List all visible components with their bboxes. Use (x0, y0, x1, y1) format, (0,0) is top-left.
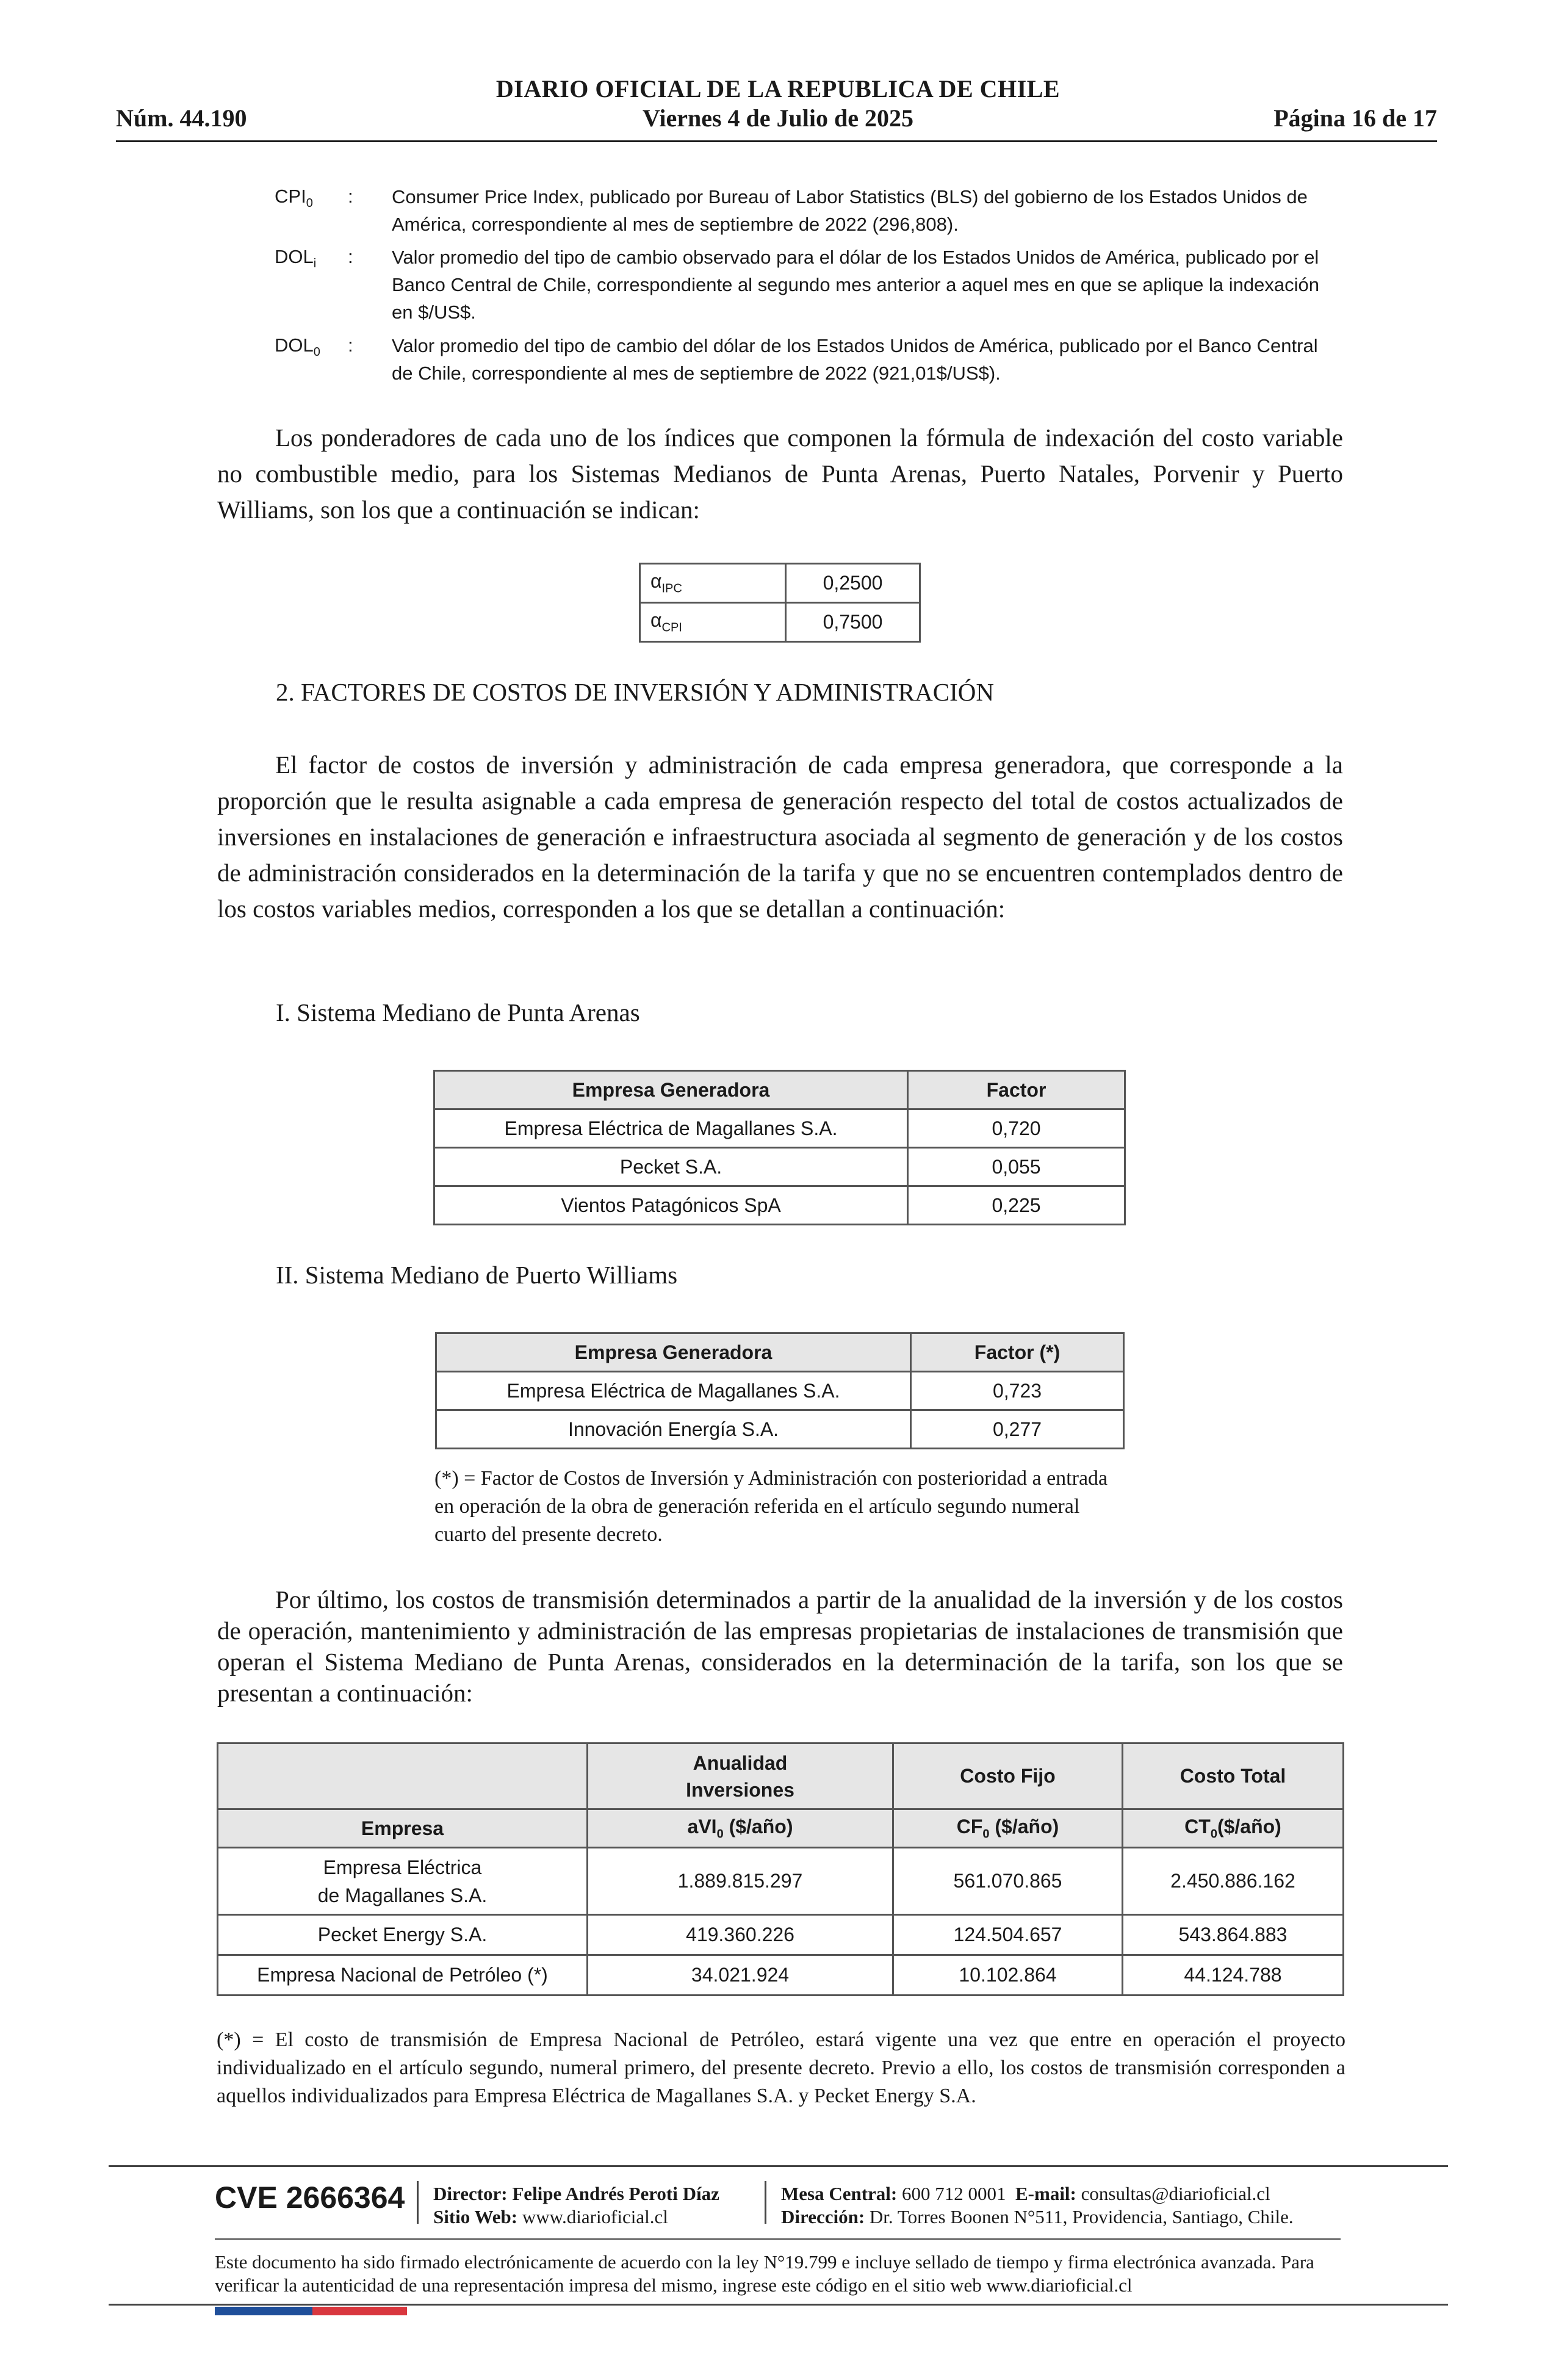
column-header: Costo Fijo (893, 1744, 1123, 1809)
footer-divider (417, 2181, 419, 2224)
table-row (218, 1955, 1344, 1996)
table-header-row (436, 1333, 1124, 1372)
company-cell: Empresa Nacional de Petróleo (*) (218, 1955, 588, 1996)
table-row (434, 1109, 1125, 1148)
column-header: $CF_0$ ($/año) (893, 1809, 1123, 1848)
empty-header-cell (218, 1744, 588, 1809)
puerto-williams-factor-table (435, 1332, 1125, 1449)
definition-colon: : (348, 246, 353, 267)
cve-code: CVE 2666364 (215, 2180, 405, 2215)
table-row (434, 1148, 1125, 1186)
table-row (434, 1186, 1125, 1225)
alpha-symbol-cell: $\alpha_{IPC}$ (640, 564, 786, 603)
table-row (436, 1410, 1124, 1449)
alpha-value-cell: 0,7500 (786, 603, 920, 642)
paragraph-factores: El factor de costos de inversión y administración de cada empresa generadora, que corresponde a la proporción que le resulta asignable a cada empresa de generación respecto del total de costos actualizados de inversiones en instalaciones de generación e infraestructura asociada al segmento de generación y de los costos de administración considerados en la determinación de la tarifa y que no se encuentren contemplados dentro de los costos variables medios, corresponden a los que se detallan a continuación: (217, 751, 1343, 923)
definition-symbol: $CPI_0$ (275, 186, 313, 211)
table-row (640, 564, 920, 603)
value-cell: 2.450.886.162 (1123, 1848, 1344, 1915)
flag-bar-blue (215, 2307, 312, 2315)
table-footnote: (*) = El costo de transmisión de Empresa Nacional de Petróleo, estará vigente una vez que entre en operación el proyecto individualizado en el artículo segundo, numeral primero, del presente decreto. Previo a ello, los costos de transmisión corresponden a aquellos individualizados para Empresa Eléctrica de Magallanes S.A. y Pecket Energy S.A. (217, 2028, 1345, 2107)
factor-cell: 0,723 (911, 1372, 1124, 1410)
paragraph-ponderadores: Los ponderadores de cada uno de los índices que componen la fórmula de indexación del costo variable no combustible medio, para los Sistemas Medianos de Punta Arenas, Puerto Natales, Porvenir y Puerto Williams, son los que a continuación se indican: (217, 424, 1343, 524)
table-row (218, 1915, 1344, 1955)
table-row (436, 1372, 1124, 1410)
page-number: Página 16 de 17 (1273, 104, 1437, 132)
table-row (218, 1848, 1344, 1915)
footer-director-block: Director: Felipe Andrés Peroti Díaz Sitio Web: www.diarioficial.cl (433, 2183, 719, 2227)
issue-date: Viernes 4 de Julio de 2025 (642, 104, 914, 132)
column-header: Factor (908, 1071, 1125, 1109)
section-heading: 2. FACTORES DE COSTOS DE INVERSIÓN Y ADMINISTRACIÓN (276, 678, 994, 706)
definition-text: Consumer Price Index, publicado por Bureau of Labor Statistics (BLS) del gobierno de los Estados Unidos de América, correspondiente al mes de septiembre de 2022 (296,808). (392, 186, 1308, 235)
factor-cell: 0,720 (908, 1109, 1125, 1148)
factor-cell: 0,055 (908, 1148, 1125, 1186)
table-header-row (218, 1744, 1344, 1809)
definition-colon: : (348, 186, 353, 207)
footer-divider (765, 2181, 766, 2224)
newspaper-title: DIARIO OFICIAL DE LA REPUBLICA DE CHILE (495, 75, 1061, 103)
table-subheader-row (218, 1809, 1344, 1848)
value-cell: 34.021.924 (588, 1955, 893, 1996)
definition-text: Valor promedio del tipo de cambio observado para el dólar de los Estados Unidos de América, publicado por el Banco Central de Chile, correspondiente al segundo mes anterior a aquel mes en que se aplique la indexación en $/US$. (392, 247, 1319, 323)
company-cell: Pecket S.A. (434, 1148, 908, 1186)
company-cell: Vientos Patagónicos SpA (434, 1186, 908, 1225)
paragraph-transmision: Por último, los costos de transmisión determinados a partir de la anualidad de la inversión y de los costos de operación, mantenimiento y administración de las empresas propietarias de instalaciones de transmisión que operan el Sistema Mediano de Punta Arenas, considerados en la determinación de la tarifa, son los que se presentan a continuación: (217, 1585, 1343, 1707)
definition-colon: : (348, 334, 353, 356)
website-link[interactable]: www.diarioficial.cl (522, 2206, 668, 2227)
email-link[interactable]: consultas@diarioficial.cl (1081, 2183, 1270, 2204)
column-header: aVI$_0$ ($/año) (588, 1809, 893, 1848)
definition-text: Valor promedio del tipo de cambio del dólar de los Estados Unidos de América, publicado por el Banco Central de Chile, correspondiente al mes de septiembre de 2022 (921,01$/US$). (392, 335, 1318, 384)
column-header: $CT_0(\$/año)$ (1123, 1809, 1344, 1848)
alpha-weights-table (639, 563, 921, 643)
punta-arenas-factor-table (433, 1070, 1126, 1225)
factor-cell: 0,277 (911, 1410, 1124, 1449)
table-header-row (434, 1071, 1125, 1109)
definition-symbol: $DOL_i$ (275, 246, 317, 271)
column-header: Empresa Generadora (434, 1071, 908, 1109)
column-header: Factor (*) (911, 1333, 1124, 1372)
factor-cell: 0,225 (908, 1186, 1125, 1225)
value-cell: 44.124.788 (1123, 1955, 1344, 1996)
alpha-symbol-cell: $\alpha_{CPI}$ (640, 603, 786, 642)
issue-number: Núm. 44.190 (116, 104, 247, 132)
company-cell: Empresa Eléctrica de Magallanes S.A. (434, 1109, 908, 1148)
value-cell: 1.889.815.297 (588, 1848, 893, 1915)
value-cell: 543.864.883 (1123, 1915, 1344, 1955)
alpha-value-cell: 0,2500 (786, 564, 920, 603)
transmission-cost-table (217, 1742, 1344, 1996)
table-footnote: (*) = Factor de Costos de Inversión y Administración con posterioridad a entrada en operación de la obra de generación referida en el artículo segundo numeral cuarto del presente decreto. (434, 1467, 1108, 1546)
flag-bar-red (312, 2307, 407, 2315)
subsection-heading: I. Sistema Mediano de Punta Arenas (276, 998, 640, 1026)
column-header: Anualidad Inversiones (588, 1744, 893, 1809)
table-row (640, 603, 920, 642)
column-header: Empresa Generadora (436, 1333, 911, 1372)
value-cell: 10.102.864 (893, 1955, 1123, 1996)
company-cell: Pecket Energy S.A. (218, 1915, 588, 1955)
column-header: Costo Total (1123, 1744, 1344, 1809)
company-cell: Empresa Eléctrica de Magallanes S.A. (436, 1372, 911, 1410)
value-cell: 561.070.865 (893, 1848, 1123, 1915)
footer-top-rule (109, 2165, 1448, 2167)
definition-symbol: $DOL_0$ (275, 334, 320, 359)
footer-contact-block: Mesa Central: 600 712 0001 E-mail: consultas@diarioficial.cl Dirección: Dr. Torres Boonen N°511, Providencia, Santiago, Chile. (781, 2183, 1294, 2227)
footer-bottom-rule (109, 2304, 1448, 2306)
footer-mid-rule (215, 2238, 1341, 2240)
company-cell: Empresa Eléctrica de Magallanes S.A. (218, 1848, 588, 1915)
header-rule (116, 140, 1437, 142)
signature-notice: Este documento ha sido firmado electrónicamente de acuerdo con la ley N°19.799 e incluye sellado de tiempo y firma electrónica avanzada. Para verificar la autenticidad de una representación impresa del mismo, ingrese este código en el sitio web www.diarioficial.cl (215, 2251, 1314, 2296)
subsection-heading: II. Sistema Mediano de Puerto Williams (276, 1261, 678, 1289)
column-header: Empresa (218, 1809, 588, 1848)
company-cell: Innovación Energía S.A. (436, 1410, 911, 1449)
value-cell: 124.504.657 (893, 1915, 1123, 1955)
value-cell: 419.360.226 (588, 1915, 893, 1955)
